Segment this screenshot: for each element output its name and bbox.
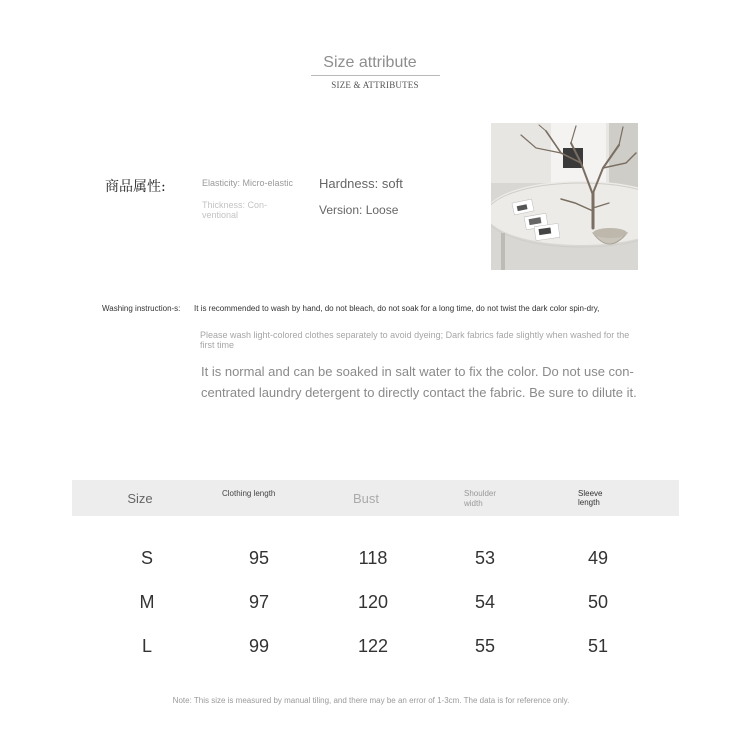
attribute-elasticity: Elasticity: Micro-elastic [202, 178, 294, 188]
cell-sleeve-length: 50 [587, 592, 609, 612]
cell-shoulder-width: 53 [474, 548, 496, 568]
section-title: Size attribute [323, 54, 417, 71]
cell-clothing-length: 97 [248, 592, 270, 612]
header-shoulder-width: Shoulder width [464, 489, 497, 508]
washing-instruction-1: It is recommended to wash by hand, do not bleach, do not soak for a long time, do not twist the dark color spin-dry, [194, 304, 600, 313]
attributes-label: 商品属性: [105, 179, 166, 195]
title-divider [311, 75, 440, 76]
cell-size: M [139, 592, 155, 612]
header-bust: Bust [352, 491, 379, 506]
section-subtitle: SIZE & ATTRIBUTES [331, 80, 419, 90]
cell-bust: 118 [358, 548, 388, 568]
cell-clothing-length: 99 [248, 636, 270, 656]
cell-shoulder-width: 54 [474, 592, 496, 612]
washing-instruction-2: Please wash light-colored clothes separately to avoid dyeing; Dark fabrics fade slightly when washed for the first time [200, 330, 630, 350]
header-sleeve-length: Sleeve length [578, 489, 603, 507]
cell-size: S [140, 548, 153, 568]
measurement-note: Note: This size is measured by manual tiling, and there may be an error of 1-3cm. The data is for reference only. [172, 696, 570, 705]
product-photo [491, 123, 638, 270]
washing-instruction-3: It is normal and can be soaked in salt water to fix the color. Do not use con-centrated laundry detergent to directly contact the fabric. Be sure to dilute it. [201, 364, 637, 400]
washing-label: Washing instruction-s: [102, 304, 181, 313]
cell-bust: 122 [357, 636, 389, 656]
cell-shoulder-width: 55 [474, 636, 496, 656]
cell-sleeve-length: 49 [587, 548, 609, 568]
cell-clothing-length: 95 [248, 548, 270, 568]
attribute-version: Version: Loose [319, 203, 399, 217]
header-size: Size [127, 491, 153, 506]
attribute-thickness: Thickness: Con-ventional [202, 200, 268, 220]
cell-sleeve-length: 51 [587, 636, 609, 656]
header-clothing-length: Clothing length [222, 489, 276, 498]
size-table-header [72, 480, 679, 516]
attribute-hardness: Hardness: soft [319, 176, 403, 191]
cell-size: L [141, 636, 152, 656]
cell-bust: 120 [357, 592, 389, 612]
